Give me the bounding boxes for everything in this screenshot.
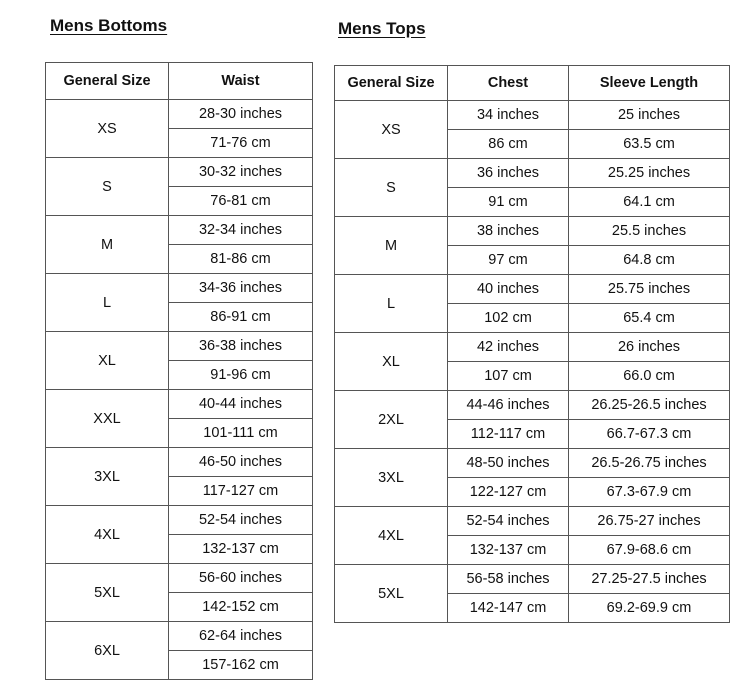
waist-cm-cell: 117-127 cm xyxy=(169,477,313,506)
column-header-general-size: General Size xyxy=(46,63,169,100)
sleeve-cm-cell: 66.7-67.3 cm xyxy=(569,420,730,449)
size-cell: L xyxy=(46,274,169,332)
waist-cm-cell: 81-86 cm xyxy=(169,245,313,274)
size-cell: 6XL xyxy=(46,622,169,680)
table-row xyxy=(335,275,730,304)
waist-inches-cell: 46-50 inches xyxy=(169,448,313,477)
chest-cm-cell: 97 cm xyxy=(448,246,569,275)
sleeve-inches-cell: 25.25 inches xyxy=(569,159,730,188)
size-cell: 4XL xyxy=(46,506,169,564)
table-row xyxy=(46,390,313,419)
chest-inches-cell: 40 inches xyxy=(448,275,569,304)
sleeve-cm-cell: 67.9-68.6 cm xyxy=(569,536,730,565)
size-cell: S xyxy=(335,159,448,217)
table-row xyxy=(46,506,313,535)
table-row xyxy=(335,159,730,188)
chest-cm-cell: 91 cm xyxy=(448,188,569,217)
chest-cm-cell: 86 cm xyxy=(448,130,569,159)
tops-size-table xyxy=(334,65,730,623)
waist-inches-cell: 40-44 inches xyxy=(169,390,313,419)
table-row xyxy=(46,448,313,477)
chest-inches-cell: 56-58 inches xyxy=(448,565,569,594)
chest-cm-cell: 132-137 cm xyxy=(448,536,569,565)
size-cell: 4XL xyxy=(335,507,448,565)
size-cell: L xyxy=(335,275,448,333)
table-row xyxy=(335,333,730,362)
size-cell: 2XL xyxy=(335,391,448,449)
size-cell: 5XL xyxy=(46,564,169,622)
size-cell: XS xyxy=(335,101,448,159)
tops-title: Mens Tops xyxy=(338,19,426,38)
table-row xyxy=(335,507,730,536)
column-header-general-size: General Size xyxy=(335,66,448,101)
table-row xyxy=(46,216,313,245)
size-cell: M xyxy=(46,216,169,274)
table-row xyxy=(335,391,730,420)
table-row xyxy=(335,565,730,594)
sleeve-inches-cell: 26.5-26.75 inches xyxy=(569,449,730,478)
table-header-row xyxy=(46,63,313,100)
size-cell: M xyxy=(335,217,448,275)
chest-inches-cell: 38 inches xyxy=(448,217,569,246)
sleeve-cm-cell: 63.5 cm xyxy=(569,130,730,159)
waist-cm-cell: 101-111 cm xyxy=(169,419,313,448)
chest-inches-cell: 36 inches xyxy=(448,159,569,188)
chest-cm-cell: 102 cm xyxy=(448,304,569,333)
waist-cm-cell: 76-81 cm xyxy=(169,187,313,216)
sleeve-cm-cell: 64.8 cm xyxy=(569,246,730,275)
sleeve-cm-cell: 66.0 cm xyxy=(569,362,730,391)
chest-inches-cell: 44-46 inches xyxy=(448,391,569,420)
column-header-chest: Chest xyxy=(448,66,569,101)
size-cell: 5XL xyxy=(335,565,448,623)
sleeve-inches-cell: 26 inches xyxy=(569,333,730,362)
table-row xyxy=(46,332,313,361)
waist-cm-cell: 142-152 cm xyxy=(169,593,313,622)
chest-cm-cell: 122-127 cm xyxy=(448,478,569,507)
size-cell: S xyxy=(46,158,169,216)
table-row xyxy=(335,101,730,130)
chest-cm-cell: 142-147 cm xyxy=(448,594,569,623)
waist-inches-cell: 28-30 inches xyxy=(169,100,313,129)
table-row xyxy=(335,217,730,246)
waist-inches-cell: 56-60 inches xyxy=(169,564,313,593)
chest-cm-cell: 112-117 cm xyxy=(448,420,569,449)
waist-cm-cell: 132-137 cm xyxy=(169,535,313,564)
sleeve-cm-cell: 65.4 cm xyxy=(569,304,730,333)
column-header-waist: Waist xyxy=(169,63,313,100)
table-row xyxy=(46,622,313,651)
sleeve-inches-cell: 26.75-27 inches xyxy=(569,507,730,536)
size-cell: XXL xyxy=(46,390,169,448)
bottoms-size-table xyxy=(45,62,313,680)
waist-inches-cell: 32-34 inches xyxy=(169,216,313,245)
chest-cm-cell: 107 cm xyxy=(448,362,569,391)
table-row xyxy=(46,158,313,187)
waist-cm-cell: 71-76 cm xyxy=(169,129,313,158)
waist-inches-cell: 62-64 inches xyxy=(169,622,313,651)
table-header-row xyxy=(335,66,730,101)
sleeve-inches-cell: 27.25-27.5 inches xyxy=(569,565,730,594)
column-header-sleeve-length: Sleeve Length xyxy=(569,66,730,101)
chest-inches-cell: 48-50 inches xyxy=(448,449,569,478)
waist-cm-cell: 157-162 cm xyxy=(169,651,313,680)
waist-cm-cell: 86-91 cm xyxy=(169,303,313,332)
table-row xyxy=(335,449,730,478)
chest-inches-cell: 42 inches xyxy=(448,333,569,362)
sleeve-inches-cell: 25.5 inches xyxy=(569,217,730,246)
chest-inches-cell: 34 inches xyxy=(448,101,569,130)
table-row xyxy=(46,100,313,129)
waist-inches-cell: 30-32 inches xyxy=(169,158,313,187)
table-row xyxy=(46,274,313,303)
bottoms-title: Mens Bottoms xyxy=(50,16,168,35)
waist-inches-cell: 52-54 inches xyxy=(169,506,313,535)
waist-cm-cell: 91-96 cm xyxy=(169,361,313,390)
size-cell: 3XL xyxy=(46,448,169,506)
size-cell: XS xyxy=(46,100,169,158)
sleeve-cm-cell: 64.1 cm xyxy=(569,188,730,217)
waist-inches-cell: 36-38 inches xyxy=(169,332,313,361)
sleeve-cm-cell: 67.3-67.9 cm xyxy=(569,478,730,507)
table-row xyxy=(46,564,313,593)
sleeve-inches-cell: 25.75 inches xyxy=(569,275,730,304)
chest-inches-cell: 52-54 inches xyxy=(448,507,569,536)
size-cell: 3XL xyxy=(335,449,448,507)
size-cell: XL xyxy=(46,332,169,390)
size-cell: XL xyxy=(335,333,448,391)
sleeve-cm-cell: 69.2-69.9 cm xyxy=(569,594,730,623)
waist-inches-cell: 34-36 inches xyxy=(169,274,313,303)
sleeve-inches-cell: 26.25-26.5 inches xyxy=(569,391,730,420)
sleeve-inches-cell: 25 inches xyxy=(569,101,730,130)
